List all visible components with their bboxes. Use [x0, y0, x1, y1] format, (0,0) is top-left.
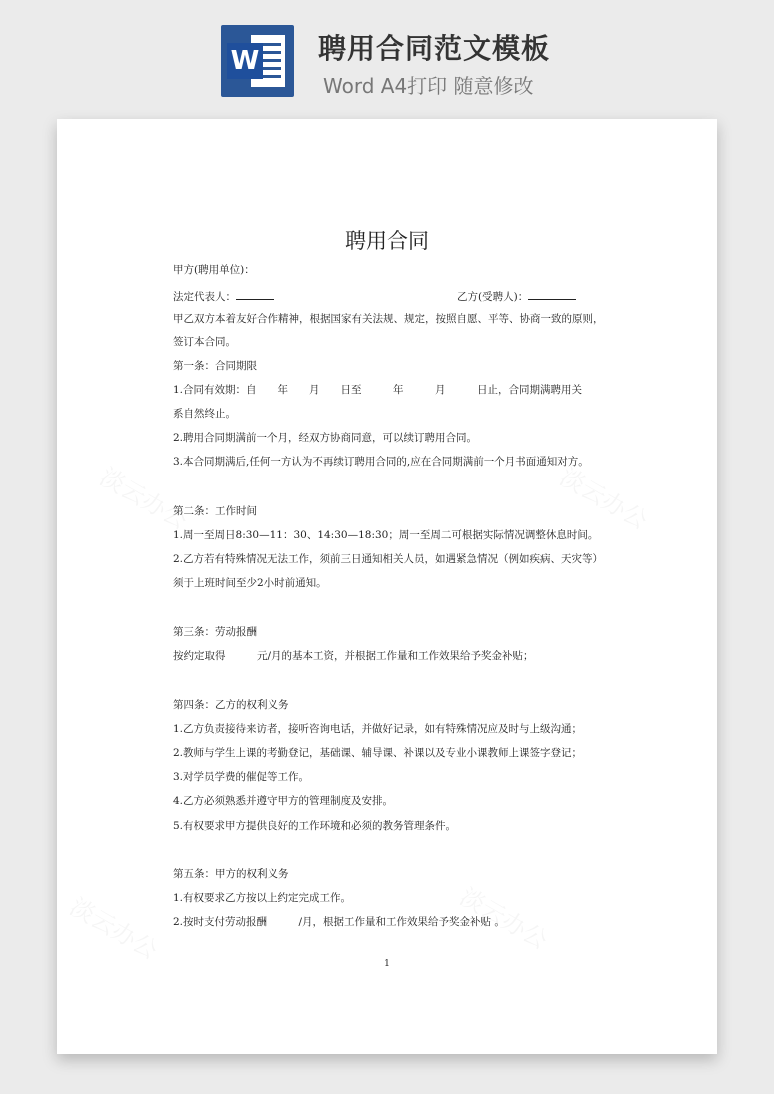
section-heading: 第一条：合同期限	[173, 360, 257, 372]
banner-title: 聘用合同范文模板	[318, 32, 551, 65]
watermark	[65, 887, 166, 965]
section-heading: 第四条：乙方的权利义务	[173, 699, 289, 711]
clause-line: 按约定取得 元/月的基本工资，并根据工作量和工作效果给予奖金补贴；	[173, 650, 534, 662]
watermark	[555, 457, 656, 535]
clause-line: 1.周一至周日8:30—11：30、14:30—18:30；周一至周二可根据实际情况调整休息时间。	[173, 529, 599, 541]
party-a-label: 甲方(聘用单位)：	[173, 264, 255, 276]
section-heading: 第三条：劳动报酬	[173, 626, 257, 638]
legal-rep-label: 法定代表人：	[173, 291, 236, 303]
legal-representative-row	[173, 288, 274, 304]
clause-line: 2.聘用合同期满前一个月，经双方协商同意，可以续订聘用合同。	[173, 432, 478, 444]
clause-line: 须于上班时间至少2小时前通知。	[173, 577, 327, 589]
clause-line: 5.有权要求甲方提供良好的工作环境和必须的教务管理条件。	[173, 820, 457, 832]
clause-line: 4.乙方必须熟悉并遵守甲方的管理制度及安排。	[173, 795, 394, 807]
clause-line: 2.按时支付劳动报酬 /月，根据工作量和工作效果给予奖金补贴 。	[173, 916, 505, 928]
intro-line: 甲乙双方本着友好合作精神，根据国家有关法规、规定，按照自愿、平等、协商一致的原则，	[173, 313, 604, 325]
clause-line: 1.合同有效期：自 年 月 日至 年 月 日止，合同期满聘用关	[173, 384, 583, 396]
clause-line: 1.乙方负责接待来访者，接听咨询电话，并做好记录，如有特殊情况应及时与上级沟通；	[173, 723, 583, 735]
clause-line: 3.本合同期满后,任何一方认为不再续订聘用合同的,应在合同期满前一个月书面通知对方。	[173, 456, 589, 468]
clause-line: 系自然终止。	[173, 408, 236, 420]
clause-line: 2.教师与学生上课的考勤登记，基础课、辅导课、补课以及专业小课教师上课签字登记；	[173, 747, 583, 759]
clause-line: 3.对学员学费的催促等工作。	[173, 771, 310, 783]
intro-line: 签订本合同。	[173, 336, 236, 348]
section-heading: 第五条：甲方的权利义务	[173, 868, 289, 880]
banner-header	[0, 0, 774, 112]
party-b-row	[457, 288, 576, 304]
clause-line: 2.乙方若有特殊情况无法工作，须前三日通知相关人员，如遇紧急情况（例如疾病、天灾等）	[173, 553, 604, 565]
document-title: 聘用合同	[345, 229, 429, 253]
banner-subtitle: Word A4打印 随意修改	[323, 74, 534, 98]
section-heading: 第二条：工作时间	[173, 505, 257, 517]
word-icon	[221, 25, 294, 97]
word-logo-letter: W	[227, 43, 263, 79]
legal-rep-blank[interactable]	[236, 288, 274, 300]
page-number: 1	[384, 959, 390, 969]
party-b-blank[interactable]	[528, 288, 576, 300]
watermark	[95, 457, 196, 535]
clause-line: 1.有权要求乙方按以上约定完成工作。	[173, 892, 352, 904]
document-page	[57, 119, 717, 1054]
party-b-label: 乙方(受聘人)：	[457, 291, 529, 303]
